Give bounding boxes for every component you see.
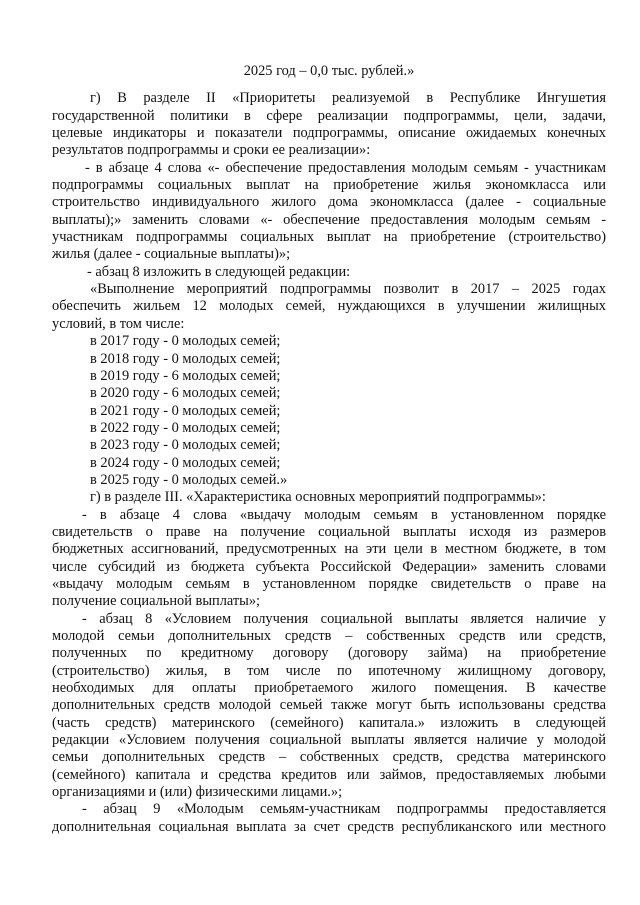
document-line: в 2017 году - 0 молодых семей; [90, 333, 281, 350]
document-line: организациями и (или) физическими лицами.»; [52, 784, 343, 801]
document-line: - абзац 9 «Молодым семьям-участникам подпрограммы предоставляется [82, 801, 606, 818]
document-line: редакции «Условием получения социальной выплаты является наличие у молодой [52, 732, 606, 749]
document-line: свидетельств о праве на получение социальной выплаты исходя из размеров [52, 523, 606, 540]
document-line: государственной политики в сфере реализации подпрограммы, цели, задачи, [52, 107, 606, 124]
document-line: (строительство) жилья, в том числе по ипотечному жилищному договору, [52, 662, 606, 679]
document-line: дополнительная социальная выплата за счет средств республиканского или местного [52, 818, 606, 835]
document-line: г) в разделе III. «Характеристика основных мероприятий подпрограммы»: [90, 489, 546, 506]
document-line: в 2022 году - 0 молодых семей; [90, 419, 281, 436]
document-line: в 2025 году - 0 молодых семей.» [90, 471, 288, 488]
document-line: участникам подпрограммы социальных выплат на приобретение (строительство) [52, 229, 606, 246]
document-line: «Выполнение мероприятий подпрограммы позволит в 2017 – 2025 годах [90, 281, 606, 298]
document-line: строительство индивидуального жилого дома экономкласса (далее - социальные [52, 194, 606, 211]
document-line: г) В разделе II «Приоритеты реализуемой в Республике Ингушетия [90, 90, 606, 107]
document-line: - абзац 8 «Условием получения социальной выплаты является наличие у [82, 610, 606, 627]
document-line: (семейного) капитала и средства кредитов или займов, предоставляемых любыми [52, 766, 606, 783]
paragraph-gap [52, 80, 606, 90]
document-line: выплаты);» заменить словами «- обеспечение предоставления молодым семьям - [52, 211, 606, 228]
document-line: дополнительных средств молодой семьей также могут быть использованы средства [52, 697, 606, 714]
document-line: - в абзаце 4 слова «- обеспечение предоставления молодым семьям - участникам [85, 159, 606, 176]
document-line: целевые индикаторы и показатели подпрограммы, описание ожидаемых конечных [52, 125, 606, 142]
document-line: «выдачу молодым семьям в установленном порядке свидетельств о праве на [52, 575, 606, 592]
document-line: условий, в том числе: [52, 315, 185, 332]
document-line: - в абзаце 4 слова «выдачу молодым семьям в установленном порядке [82, 506, 606, 523]
document-line: обеспечить жильем 12 молодых семей, нуждающихся в улучшении жилищных [52, 298, 606, 315]
document-line: в 2021 году - 0 молодых семей; [90, 402, 281, 419]
document-line: необходимых для оплаты приобретаемого жилого помещения. В качестве [52, 680, 606, 697]
document-line: в 2019 году - 6 молодых семей; [90, 367, 281, 384]
document-line: бюджетных ассигнований, предусмотренных на эти цели в местном бюджете, в том [52, 541, 606, 558]
document-line: в 2024 году - 0 молодых семей; [90, 454, 281, 471]
document-line: подпрограммы социальных выплат на приобретение жилья экономкласса или [52, 177, 606, 194]
document-body [52, 63, 606, 836]
document-line: получение социальной выплаты»; [52, 593, 261, 610]
document-line: результатов подпрограммы и сроки ее реализации»: [52, 142, 371, 159]
document-line: жилья (далее - социальные выплаты)»; [52, 246, 291, 263]
document-line: числе субсидий из бюджета субъекта Российской Федерации» заменить словами [52, 558, 606, 575]
document-line: - абзац 8 изложить в следующей редакции: [87, 263, 351, 280]
document-line: (часть средств) материнского (семейного) капитала.» изложить в следующей [52, 714, 606, 731]
document-line: 2025 год – 0,0 тыс. рублей.» [243, 63, 415, 79]
document-line: в 2020 году - 6 молодых семей; [90, 385, 281, 402]
document-line: молодой семьи дополнительных средств – собственных средств или средств, [52, 628, 606, 644]
document-line: в 2023 году - 0 молодых семей; [90, 437, 281, 454]
document-line: семьи дополнительных средств – собственных средств, средства материнского [52, 749, 606, 766]
document-line: в 2018 году - 0 молодых семей; [90, 350, 281, 367]
document-line: полученных по кредитному договору (договору займа) на приобретение [52, 645, 606, 662]
